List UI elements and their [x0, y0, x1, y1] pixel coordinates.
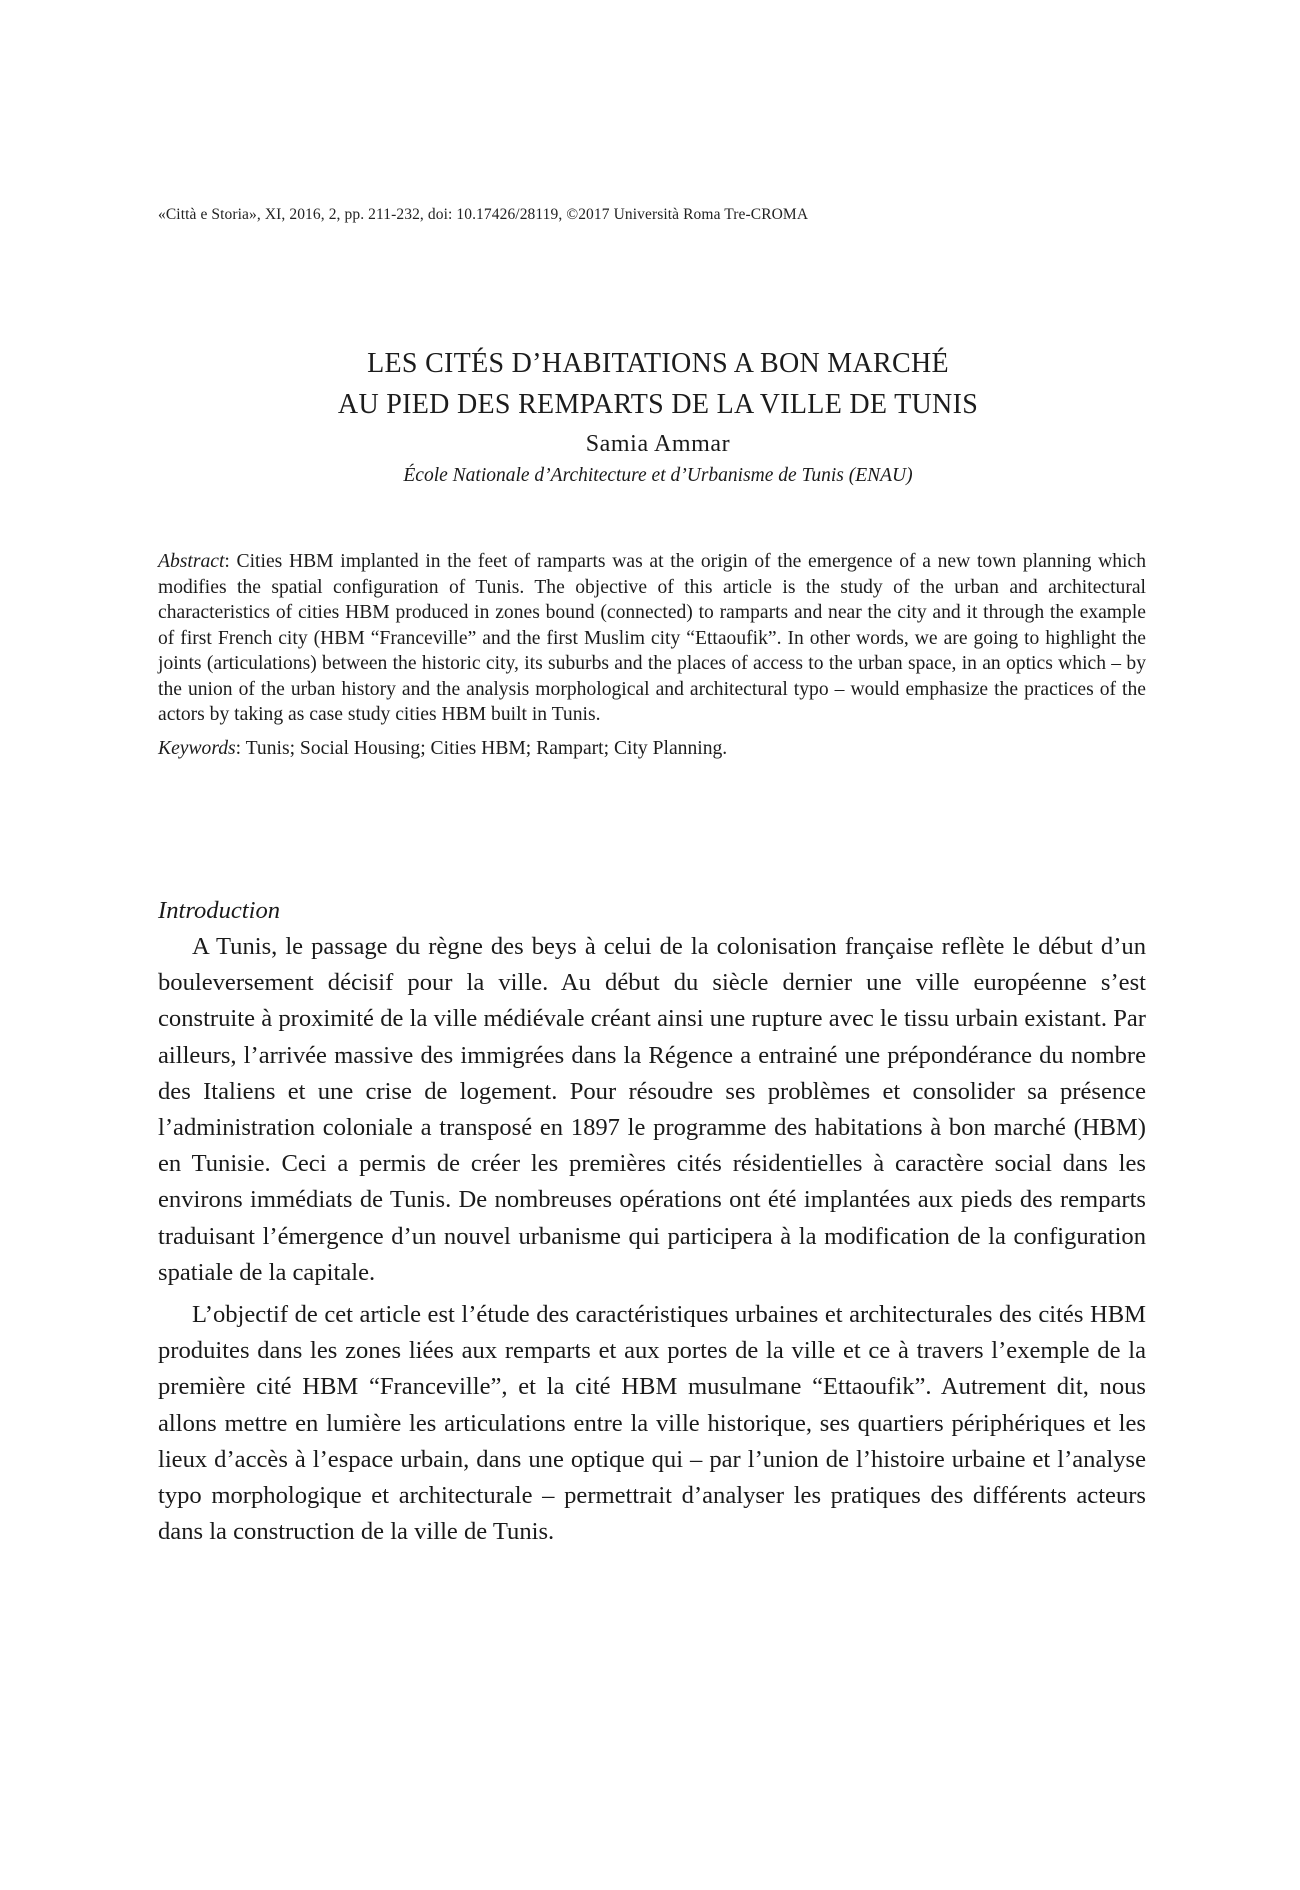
body-paragraph: A Tunis, le passage du règne des beys à celui de la colonisation française reflète le début d’un bouleversement décisif pour la ville. Au début du siècle dernier une ville européenne s’est construite à proximité de la ville médiévale créant ainsi une rupture avec le tissu urbain existant. Par ailleurs, l’arrivée massive des immigrées dans la Régence a entrainé une prépondérance du nombre des Italiens et une crise de logement. Pour résoudre ses problèmes et consolider sa présence l’administration coloniale a transposé en 1897 le programme des habitations à bon marché (HBM) en Tunisie. Ceci a permis de créer les premières cités résidentielles à caractère social dans les environs immédiats de Tunis. De nombreuses opérations ont été implantées aux pieds des remparts traduisant l’émergence d’un nouvel urbanisme qui participera à la modification de la configuration spatiale de la capitale. [158, 933, 1146, 1286]
abstract-paragraph [158, 549, 1146, 728]
body-paragraph: L’objectif de cet article est l’étude des caractéristiques urbaines et architecturales des cités HBM produites dans les zones liées aux remparts et aux portes de la ville et ce à travers l’exemple de la première cité HBM “Franceville”, et la cité HBM musulmane “Ettaoufik”. Autrement dit, nous allons mettre en lumière les articulations entre la ville historique, ses quartiers périphériques et les lieux d’accès à l’espace urbain, dans une optique qui – par l’union de l’histoire urbaine et l’analyse typo morphologique et architecturale – permettrait d’analyser les pratiques des différents acteurs dans la construction de la ville de Tunis. [158, 1301, 1146, 1546]
section-heading: Introduction [158, 897, 281, 924]
abstract-label: Abstract [158, 551, 225, 572]
article-header [158, 343, 1158, 491]
article-title-line-2: AU PIED DES REMPARTS DE LA VILLE DE TUNIS [337, 389, 979, 420]
author-name: Samia Ammar [585, 431, 731, 457]
running-head: «Città e Storia», XI, 2016, 2, pp. 211-232, doi: 10.17426/28119, ©2017 Università Roma Tre-CROMA [158, 206, 809, 223]
article-title-line-1: LES CITÉS D’HABITATIONS A BON MARCHÉ [367, 348, 949, 379]
keywords-label: Keywords [158, 737, 236, 759]
keywords-text: : Tunis; Social Housing; Cities HBM; Rampart; City Planning. [235, 737, 728, 759]
abstract-section [158, 549, 1146, 781]
introduction-section [158, 893, 1146, 1550]
author-affiliation: École Nationale d’Architecture et d’Urbanisme de Tunis (ENAU) [403, 465, 913, 486]
abstract-text: : Cities HBM implanted in the feet of ramparts was at the origin of the emergence of a new town planning which modifies the spatial configuration of Tunis. The objective of this article is the study of the urban and architectural characteristics of cities HBM produced in zones bound (connected) to ramparts and near the city and it through the example of first French city (HBM “Franceville” and the first Muslim city “Ettaoufik”. In other words, we are going to highlight the joints (articulations) between the historic city, its suburbs and the places of access to the urban space, in an optics which – by the union of the urban history and the analysis morphological and architectural typo – would emphasize the practices of the actors by taking as case study cities HBM built in Tunis. [158, 551, 1146, 725]
keywords-paragraph [158, 736, 1146, 762]
